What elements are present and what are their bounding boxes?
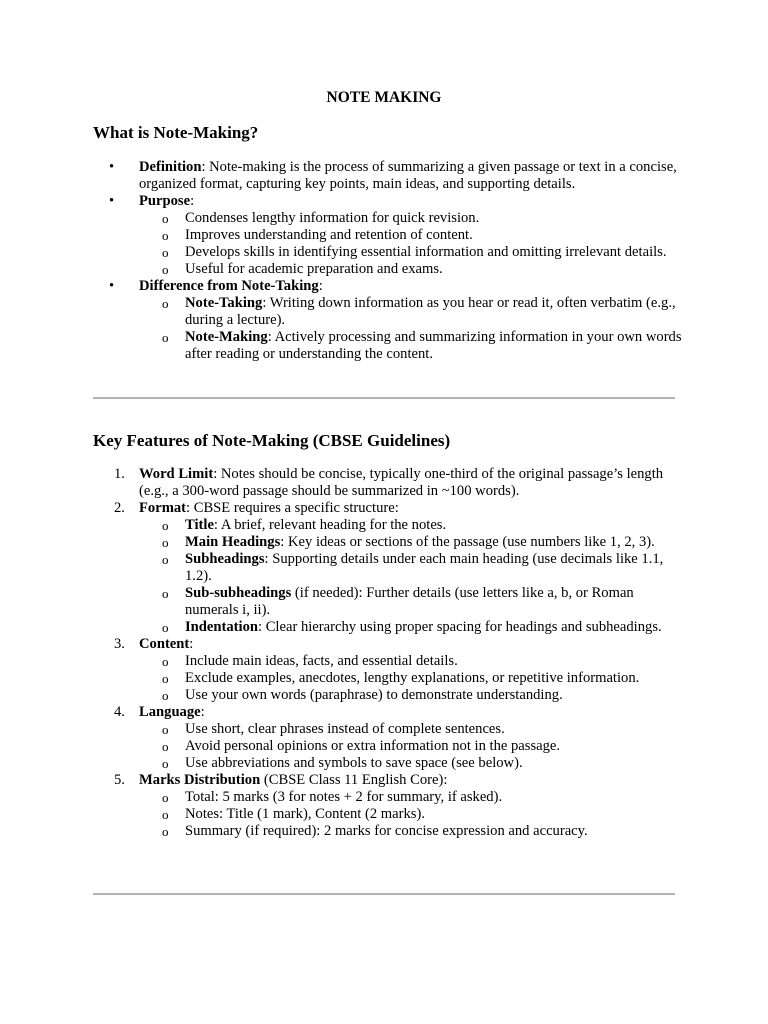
- sub-bullet-marker: o: [162, 228, 169, 243]
- sub-item: [93, 687, 683, 704]
- list-item-marks: [93, 772, 683, 789]
- sub-bullet-marker: o: [162, 245, 169, 260]
- sub-item-text: : Key ideas or sections of the passage (use numbers like 1, 2, 3).: [280, 534, 655, 550]
- list-number: 4.: [114, 704, 125, 720]
- sub-item: [93, 551, 683, 585]
- note-making-text: : Actively processing and summarizing information in your own words after reading or understanding the content.: [185, 329, 682, 362]
- sub-item: [93, 653, 683, 670]
- sub-bullet-marker: o: [162, 688, 169, 703]
- sub-item: [93, 295, 683, 329]
- sub-item: [93, 721, 683, 738]
- sub-item-text: Exclude examples, anecdotes, lengthy explanations, or repetitive information.: [185, 670, 640, 686]
- sub-bullet-marker: o: [162, 790, 169, 805]
- sub-item-label: Indentation: [185, 619, 258, 635]
- sub-item: [93, 210, 683, 227]
- list-item-content: [93, 636, 683, 653]
- sub-item: [93, 244, 683, 261]
- sub-bullet-marker: o: [162, 518, 169, 533]
- sub-item: [93, 806, 683, 823]
- sub-item-text: Avoid personal opinions or extra information not in the passage.: [185, 738, 561, 754]
- bullet-marker: •: [109, 193, 115, 209]
- sub-bullet-marker: o: [162, 211, 169, 226]
- section-heading-key-features: Key Features of Note-Making (CBSE Guidelines): [93, 431, 451, 450]
- purpose-text: :: [190, 193, 195, 209]
- format-label: Format: [139, 500, 187, 516]
- purpose-label: Purpose: [139, 193, 191, 209]
- sub-item: [93, 755, 683, 772]
- sub-item-text: Useful for academic preparation and exams.: [185, 261, 443, 277]
- sub-item-text: Use short, clear phrases instead of complete sentences.: [185, 721, 505, 737]
- sub-item-text: Summary (if required): 2 marks for concise expression and accuracy.: [185, 823, 588, 839]
- sub-bullet-marker: o: [162, 739, 169, 754]
- sub-bullet-marker: o: [162, 756, 169, 771]
- sub-item-label: Subheadings: [185, 551, 265, 567]
- list-number: 2.: [114, 500, 125, 516]
- sub-item-text: (if needed): Further details (use letters like a, b, or Roman numerals i, ii).: [185, 585, 634, 618]
- sub-bullet-marker: o: [162, 620, 169, 635]
- sub-item-text: Condenses lengthy information for quick revision.: [185, 210, 480, 226]
- marks-text: (CBSE Class 11 English Core):: [260, 772, 448, 788]
- list-item-language: [93, 704, 683, 721]
- sub-bullet-marker: o: [162, 722, 169, 737]
- sub-item-label: Main Headings: [185, 534, 281, 550]
- sub-bullet-marker: o: [162, 552, 169, 567]
- bullet-marker: •: [109, 278, 115, 294]
- list-item-definition: [93, 159, 683, 193]
- sub-item-label: Title: [185, 517, 214, 533]
- sub-item-text: : Clear hierarchy using proper spacing for headings and subheadings.: [258, 619, 662, 635]
- sub-item-text: Use abbreviations and symbols to save space (see below).: [185, 755, 523, 771]
- content-text: :: [189, 636, 194, 652]
- list-item-purpose: [93, 193, 683, 210]
- sub-item: [93, 534, 683, 551]
- sub-item: [93, 261, 683, 278]
- format-text: : CBSE requires a specific structure:: [186, 500, 399, 516]
- sub-bullet-marker: o: [162, 296, 169, 311]
- sub-bullet-marker: o: [162, 654, 169, 669]
- horizontal-rule: [93, 893, 675, 895]
- section1-list: [93, 159, 683, 363]
- sub-item: [93, 329, 683, 363]
- sub-bullet-marker: o: [162, 586, 169, 601]
- sub-bullet-marker: o: [162, 807, 169, 822]
- word-limit-label: Word Limit: [139, 466, 214, 482]
- sub-item: [93, 823, 683, 840]
- note-taking-text: : Writing down information as you hear or read it, often verbatim (e.g., during a lecture).: [185, 295, 676, 328]
- sub-bullet-marker: o: [162, 824, 169, 839]
- sub-item-text: Use your own words (paraphrase) to demonstrate understanding.: [185, 687, 563, 703]
- bullet-marker: •: [109, 159, 115, 175]
- sub-item-text: : Supporting details under each main heading (use decimals like 1.1, 1.2).: [185, 551, 664, 584]
- marks-label: Marks Distribution: [139, 772, 261, 788]
- sub-item-text: Develops skills in identifying essential information and omitting irrelevant details.: [185, 244, 667, 260]
- sub-bullet-marker: o: [162, 535, 169, 550]
- sub-item-text: Notes: Title (1 mark), Content (2 marks).: [185, 806, 425, 822]
- definition-label: Definition: [139, 159, 202, 175]
- list-item-difference: [93, 278, 683, 295]
- sub-item: [93, 585, 683, 619]
- difference-label: Difference from Note-Taking: [139, 278, 319, 294]
- list-number: 3.: [114, 636, 125, 652]
- note-taking-label: Note-Taking: [185, 295, 263, 311]
- definition-text: : Note-making is the process of summarizing a given passage or text in a concise, organized format, capturing key points, main ideas, and supporting details.: [139, 159, 677, 192]
- difference-text: :: [318, 278, 323, 294]
- list-item-format: [93, 500, 683, 517]
- sub-item: [93, 619, 683, 636]
- horizontal-rule: [93, 397, 675, 399]
- language-text: :: [200, 704, 205, 720]
- section2-list: [93, 466, 683, 840]
- word-limit-text: : Notes should be concise, typically one-third of the original passage’s length (e.g., a 300-word passage should be summarized in ~100 words).: [139, 466, 664, 499]
- sub-item: [93, 670, 683, 687]
- section-heading-what-is: What is Note-Making?: [93, 123, 259, 142]
- sub-bullet-marker: o: [162, 262, 169, 277]
- sub-item: [93, 517, 683, 534]
- sub-bullet-marker: o: [162, 671, 169, 686]
- sub-item-text: Total: 5 marks (3 for notes + 2 for summary, if asked).: [185, 789, 503, 805]
- sub-item: [93, 789, 683, 806]
- sub-item-text: : A brief, relevant heading for the notes.: [213, 517, 447, 533]
- sub-item-label: Sub-subheadings: [185, 585, 292, 601]
- page-title: NOTE MAKING: [326, 89, 442, 106]
- sub-item: [93, 738, 683, 755]
- sub-item-text: Improves understanding and retention of content.: [185, 227, 473, 243]
- content-label: Content: [139, 636, 190, 652]
- note-making-label: Note-Making: [185, 329, 268, 345]
- sub-bullet-marker: o: [162, 330, 169, 345]
- sub-item: [93, 227, 683, 244]
- list-item-word-limit: [93, 466, 683, 500]
- sub-item-text: Include main ideas, facts, and essential details.: [185, 653, 458, 669]
- language-label: Language: [139, 704, 201, 720]
- list-number: 1.: [114, 466, 125, 482]
- list-number: 5.: [114, 772, 125, 788]
